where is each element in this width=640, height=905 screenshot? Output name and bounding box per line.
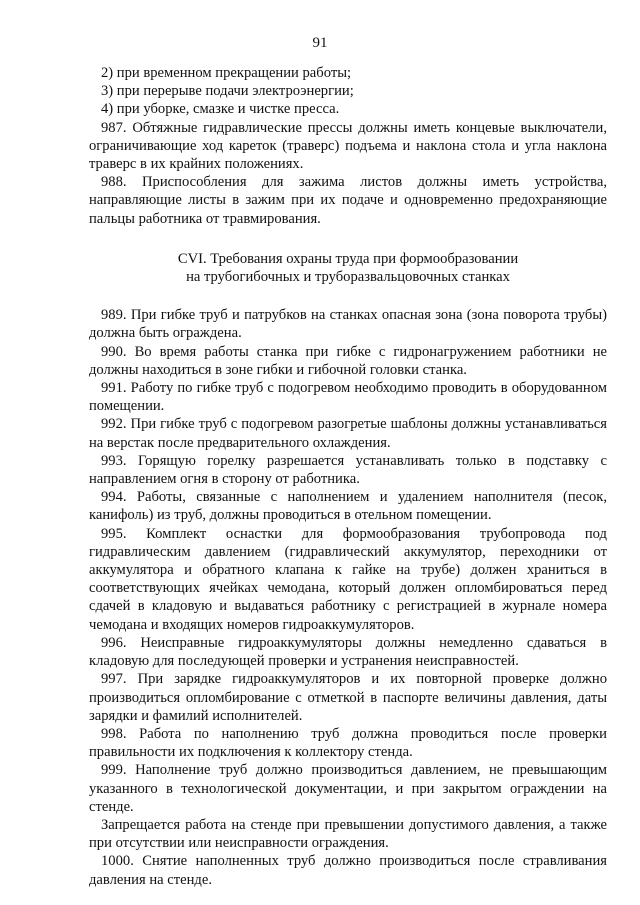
paragraph-992: 992. При гибке труб с подогревом разогретые шаблоны должны устанавливаться на верстак после предварительного охлаждения. — [89, 416, 607, 451]
paragraph-995: 995. Комплект оснастки для формообразования трубопровода под гидравлическим давлением (гидравлический аккумулятор, переходники от аккумулятора и обратного клапана к гайке на трубе) должен храниться в соответствующих ячейках чемодана, который должен опломбироваться перед сдачей в кладовую и выдаваться работнику с регистрацией в журнале номера чемодана и входящих номеров гидроаккумуляторов. — [89, 525, 607, 633]
paragraph-989: 989. При гибке труб и патрубков на станках опасная зона (зона поворота трубы) должна быть ограждена. — [89, 307, 607, 342]
list-item: 3) при перерыве подачи электроэнергии; — [101, 83, 354, 100]
list-item: 2) при временном прекращении работы; — [101, 65, 352, 81]
paragraph-988: 988. Приспособления для зажима листов должны иметь устройства, направляющие листы в зажим при их подаче и одновременно предохраняющие пальцы работника от травмирования. — [89, 174, 607, 227]
paragraph-997: 997. При зарядке гидроаккумуляторов и их повторной проверке должно производиться опломбирование с отметкой в паспорте величины давления, даты зарядки и фамилий исполнителей. — [89, 671, 607, 724]
paragraph-999-continuation: Запрещается работа на стенде при превышении допустимого давления, а также при отсутствии или неисправности ограждения. — [89, 816, 607, 852]
paragraph-999: 999. Наполнение труб должно производиться давлением, не превышающим указанного в технологической документации, и при закрытом ограждении на стенде. — [89, 762, 607, 815]
paragraph-994: 994. Работы, связанные с наполнением и удалением наполнителя (песок, канифоль) из труб, должны проводиться в отельном помещении. — [89, 489, 607, 524]
document-body — [89, 64, 607, 889]
section-heading-line-2: на трубогибочных и труборазвальцовочных станках — [186, 269, 510, 286]
paragraph-998: 998. Работа по наполнению труб должна проводиться после проверки правильности их подключения к коллектору стенда. — [89, 725, 607, 761]
paragraph-996: 996. Неисправные гидроаккумуляторы должны немедленно сдаваться в кладовую для последующей проверки и устранения неисправностей. — [89, 634, 607, 670]
paragraph-993: 993. Горящую горелку разрешается устанавливать только в подставку с направлением огня в сторону от работника. — [89, 452, 607, 488]
section-heading-line-1: CVI. Требования охраны труда при формообразовании — [177, 250, 519, 267]
paragraph-1000: 1000. Снятие наполненных труб должно производиться после стравливания давления на стенде. — [89, 853, 607, 888]
page-number: 91 — [312, 35, 328, 51]
paragraph-987: 987. Обтяжные гидравлические прессы должны иметь концевые выключатели, ограничивающие ход кареток (траверс) подъема и наклона стола и угла наклона траверс в их крайних положениях. — [89, 119, 607, 173]
paragraph-990: 990. Во время работы станка при гибке с гидронагружением работники не должны находиться в зоне гибки и гибочной головки станка. — [89, 343, 607, 378]
list-item: 4) при уборке, смазке и чистке пресса. — [101, 101, 340, 118]
section-heading — [89, 250, 607, 286]
paragraph-991: 991. Работу по гибке труб с подогревом необходимо проводить в оборудованном помещении. — [89, 380, 607, 415]
